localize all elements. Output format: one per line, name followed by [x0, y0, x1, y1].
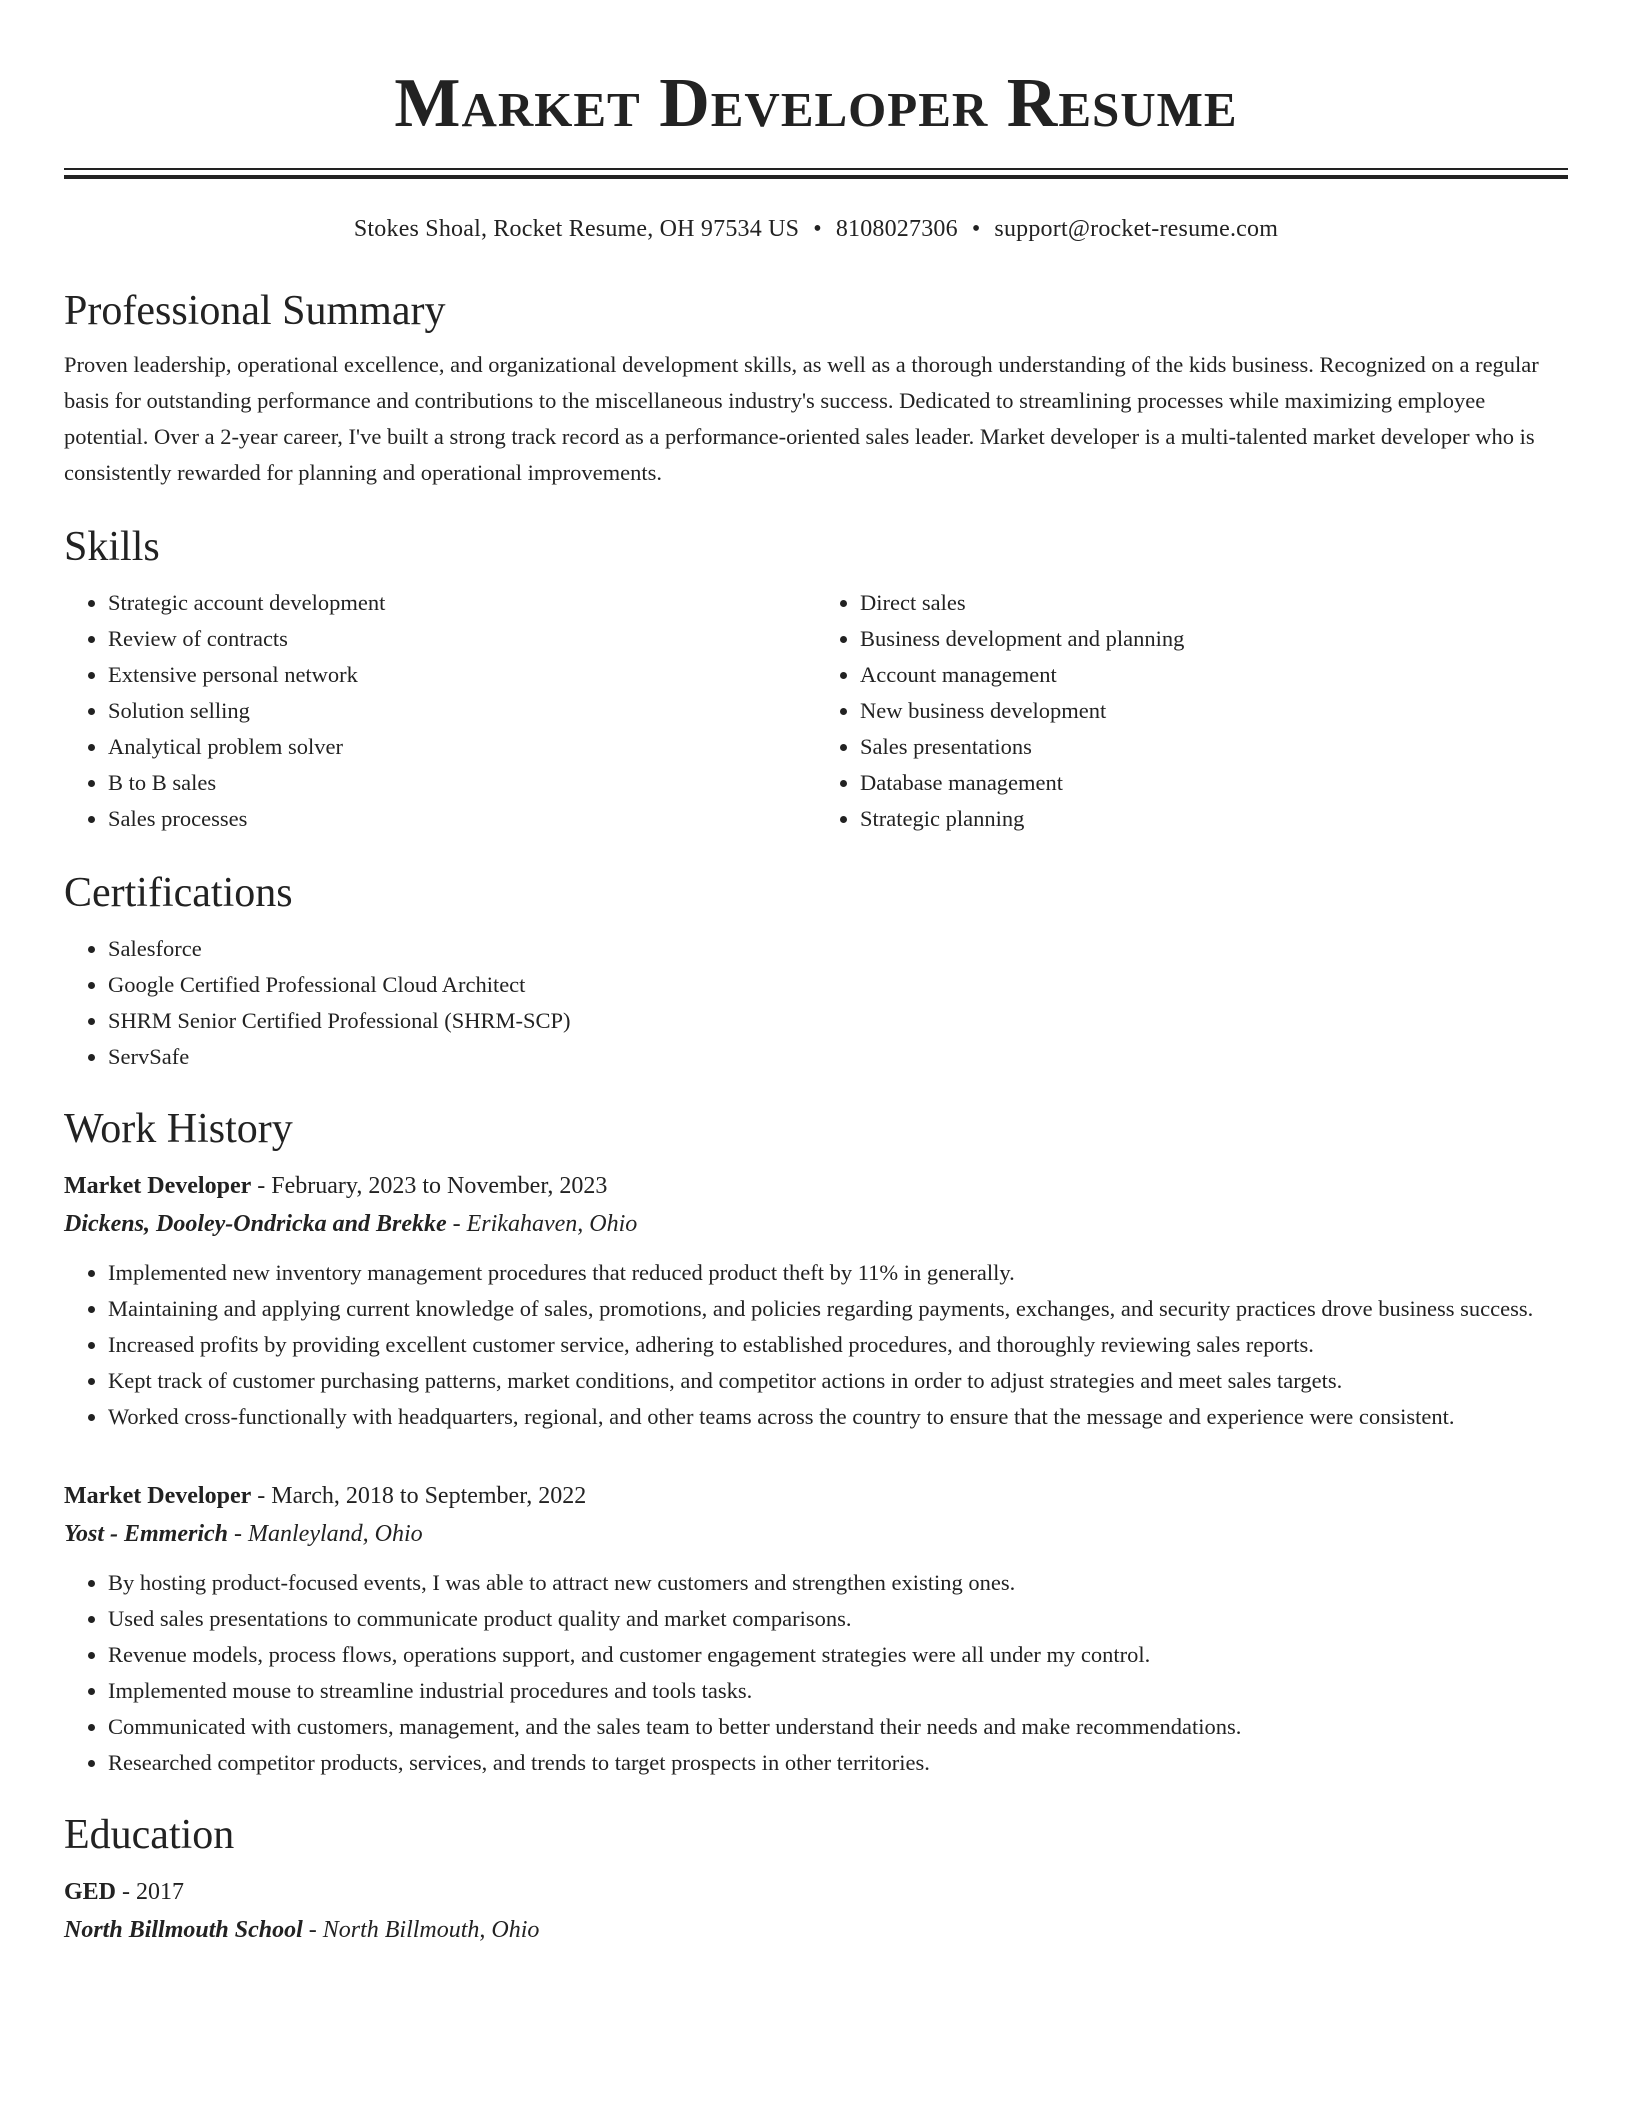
skill-item: • Sales processes	[108, 801, 816, 837]
job-bullet: • Maintaining and applying current knowledge of sales, promotions, and policies regarding payments, exchanges, and security practices drove business success.	[108, 1291, 1568, 1327]
certification-item: • Google Certified Professional Cloud Architect	[108, 967, 1568, 1003]
contact-line	[64, 213, 1568, 245]
joiner: -	[228, 1521, 249, 1547]
skill-item: • Review of contracts	[108, 621, 816, 657]
education-location: North Billmouth, Ohio	[322, 1917, 540, 1943]
joiner: -	[446, 1211, 467, 1237]
skills-list-right	[816, 585, 1568, 837]
job-company-line	[64, 1515, 1568, 1553]
skill-item: • Sales presentations	[860, 729, 1568, 765]
education-entry	[64, 1873, 1568, 1949]
job-bullet: • Implemented new inventory management procedures that reduced product theft by 11% in generally.	[108, 1255, 1568, 1291]
job-company: Dickens, Dooley-Ondricka and Brekke	[64, 1211, 447, 1237]
skill-item: • Analytical problem solver	[108, 729, 816, 765]
skill-item: • Strategic planning	[860, 801, 1568, 837]
summary-heading: Professional Summary	[64, 288, 446, 334]
job-bullet: • Communicated with customers, management, and the sales team to better understand their needs and make recommendations.	[108, 1709, 1568, 1745]
job-title: Market Developer	[64, 1483, 252, 1509]
certification-item: • SHRM Senior Certified Professional (SHRM-SCP)	[108, 1003, 1568, 1039]
certification-item: • ServSafe	[108, 1039, 1568, 1075]
skill-item: • Direct sales	[860, 585, 1568, 621]
resume-title: Market Developer Resume	[394, 65, 1238, 142]
job-entry	[64, 1167, 1568, 1435]
skill-item: • Account management	[860, 657, 1568, 693]
skill-item: • Strategic account development	[108, 585, 816, 621]
skill-item: • Solution selling	[108, 693, 816, 729]
job-dates: February, 2023 to November, 2023	[271, 1173, 608, 1199]
joiner: -	[302, 1917, 323, 1943]
job-bullet: • By hosting product-focused events, I was able to attract new customers and strengthen existing ones.	[108, 1565, 1568, 1601]
job-entry	[64, 1477, 1568, 1781]
job-location: Manleyland, Ohio	[248, 1521, 423, 1547]
education-heading: Education	[64, 1812, 235, 1858]
job-title-line	[64, 1477, 1568, 1515]
skills-heading: Skills	[64, 524, 160, 570]
education-degree-line	[64, 1873, 1568, 1911]
education-year: 2017	[136, 1879, 185, 1905]
skills-list-left	[64, 585, 816, 837]
job-title-line	[64, 1167, 1568, 1205]
joiner: -	[116, 1879, 137, 1905]
job-bullet: • Kept track of customer purchasing patterns, market conditions, and competitor actions in order to adjust strategies and meet sales targets.	[108, 1363, 1568, 1399]
job-company-line	[64, 1205, 1568, 1243]
skill-item: • New business development	[860, 693, 1568, 729]
skill-item: • B to B sales	[108, 765, 816, 801]
education-degree: GED	[64, 1879, 117, 1905]
education-school-line	[64, 1911, 1568, 1949]
job-bullet: • Implemented mouse to streamline industrial procedures and tools tasks.	[108, 1673, 1568, 1709]
job-title: Market Developer	[64, 1173, 252, 1199]
job-bullet: • Revenue models, process flows, operations support, and customer engagement strategies were all under my control.	[108, 1637, 1568, 1673]
job-bullet: • Increased profits by providing excellent customer service, adhering to established procedures, and thoroughly reviewing sales reports.	[108, 1327, 1568, 1363]
certifications-section	[64, 867, 1568, 1075]
certification-item: • Salesforce	[108, 931, 1568, 967]
work-history-section	[64, 1103, 1568, 1781]
contact-email: support@rocket-resume.com	[994, 216, 1279, 242]
contact-separator: •	[813, 216, 822, 242]
skill-item: • Business development and planning	[860, 621, 1568, 657]
job-bullet: • Worked cross-functionally with headquarters, regional, and other teams across the country to ensure that the message and experience were consistent.	[108, 1399, 1568, 1435]
job-location: Erikahaven, Ohio	[466, 1211, 638, 1237]
contact-separator: •	[971, 216, 981, 242]
certifications-heading: Certifications	[64, 870, 293, 916]
joiner: -	[251, 1483, 272, 1509]
title-rule-thin	[64, 168, 1568, 170]
contact-phone: 8108027306	[835, 216, 958, 242]
job-bullet: • Used sales presentations to communicate product quality and market comparisons.	[108, 1601, 1568, 1637]
title-rule-thick	[64, 175, 1568, 179]
education-school: North Billmouth School	[64, 1917, 303, 1943]
certifications-list	[64, 931, 1568, 1075]
skills-columns	[64, 585, 1568, 837]
job-dates: March, 2018 to September, 2022	[271, 1483, 587, 1509]
skills-section	[64, 521, 1568, 837]
joiner: -	[251, 1173, 272, 1199]
job-company: Yost - Emmerich	[64, 1521, 229, 1547]
summary-text: Proven leadership, operational excellence, and organizational development skills, as well as a thorough understanding of the kids business. Recognized on a regular basis for outstanding performance and contributions to the miscellaneous industry's success. Dedicated to streamlining processes while maximizing employee potential. Over a 2-year career, I've built a strong track record as a performance-oriented sales leader. Market developer is a multi-talented market developer who is consistently rewarded for planning and operational improvements.	[64, 352, 1539, 485]
contact-address: Stokes Shoal, Rocket Resume, OH 97534 US	[353, 216, 800, 242]
job-bullets	[64, 1255, 1568, 1435]
job-bullets	[64, 1565, 1568, 1781]
summary-section	[64, 285, 1568, 491]
skill-item: • Database management	[860, 765, 1568, 801]
education-section	[64, 1809, 1568, 1949]
skill-item: • Extensive personal network	[108, 657, 816, 693]
job-bullet: • Researched competitor products, services, and trends to target prospects in other territories.	[108, 1745, 1568, 1781]
work-history-heading: Work History	[64, 1106, 293, 1152]
